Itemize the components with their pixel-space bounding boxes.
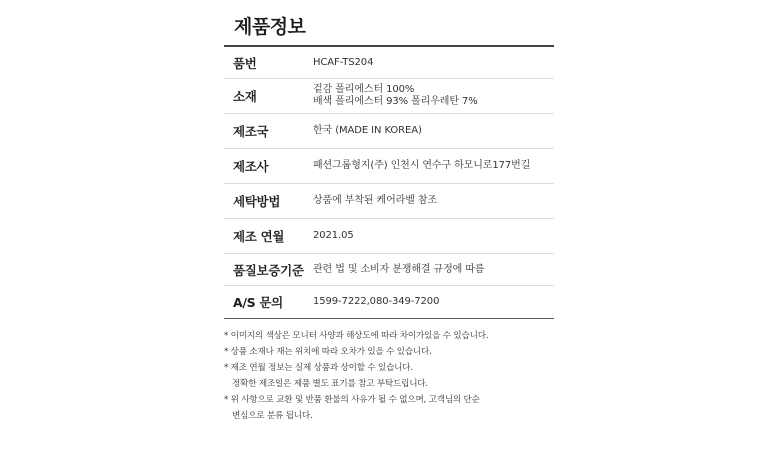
spec-label: 제조국: [233, 124, 269, 139]
spec-value: [305, 264, 554, 276]
spec-value: [305, 160, 554, 172]
spec-value: [305, 84, 554, 108]
spec-row-country: [224, 114, 554, 149]
notice-line: * 상품 소재나 재는 위치에 따라 오차가 있을 수 있습니다.: [224, 347, 432, 357]
notice-line: * 제조 연월 정보는 실제 상품과 상이할 수 있습니다.: [224, 363, 413, 373]
spec-value: [305, 296, 554, 308]
spec-label: 제조사: [233, 159, 269, 174]
page-title: 제품정보: [234, 16, 306, 38]
spec-value-line: 2021.05: [313, 230, 354, 241]
spec-label: 품번: [233, 55, 257, 71]
spec-value-line: 패션그룹형지(주) 인천시 연수구 하모니로177번길: [313, 160, 531, 171]
spec-label: 소재: [233, 89, 257, 104]
spec-value-line: 관련 법 및 소비자 분쟁해결 규정에 따름: [313, 263, 485, 275]
spec-value-line: 1599-7222,080-349-7200: [313, 296, 440, 307]
spec-row-as-inquiry: [224, 286, 554, 318]
spec-value: [305, 57, 554, 69]
spec-value-line: 배색 폴리에스터 93% 폴리우레탄 7%: [313, 96, 478, 107]
spec-value-line: 상품에 부착된 케어라벨 참조: [313, 195, 437, 206]
notice-line: 변심으로 분류 됩니다.: [232, 411, 313, 421]
spec-value: [305, 195, 554, 207]
spec-value-line: 겉감 폴리에스터 100%: [313, 84, 415, 95]
spec-row-quality-standard: [224, 254, 554, 286]
spec-value-line: 한국 (MADE IN KOREA): [313, 125, 422, 136]
product-spec-table: [224, 45, 554, 319]
spec-row-manufacturer: [224, 149, 554, 184]
spec-value: [305, 125, 554, 137]
spec-row-material: [224, 79, 554, 114]
spec-row-manufacture-date: [224, 219, 554, 254]
notice-line: * 이미지의 색상은 모니터 사양과 해상도에 따라 차이가있을 수 있습니다.: [224, 331, 489, 341]
notice-list: [224, 328, 556, 424]
notice-line: * 위 사항으로 교환 및 반품 환불의 사유가 될 수 없으며, 고객님의 단순: [224, 395, 480, 405]
spec-value: [305, 230, 554, 242]
spec-label: A/S 문의: [233, 295, 283, 310]
notice-line: 정확한 제조일은 제품 별도 표기를 참고 부탁드립니다.: [232, 379, 428, 389]
spec-row-washing: [224, 184, 554, 219]
spec-value-line: HCAF-TS204: [313, 56, 374, 68]
spec-label: 세탁방법: [233, 194, 281, 209]
spec-row-product-number: [224, 47, 554, 79]
spec-label: 제조 연월: [233, 229, 285, 244]
spec-label: 품질보증기준: [233, 262, 304, 278]
